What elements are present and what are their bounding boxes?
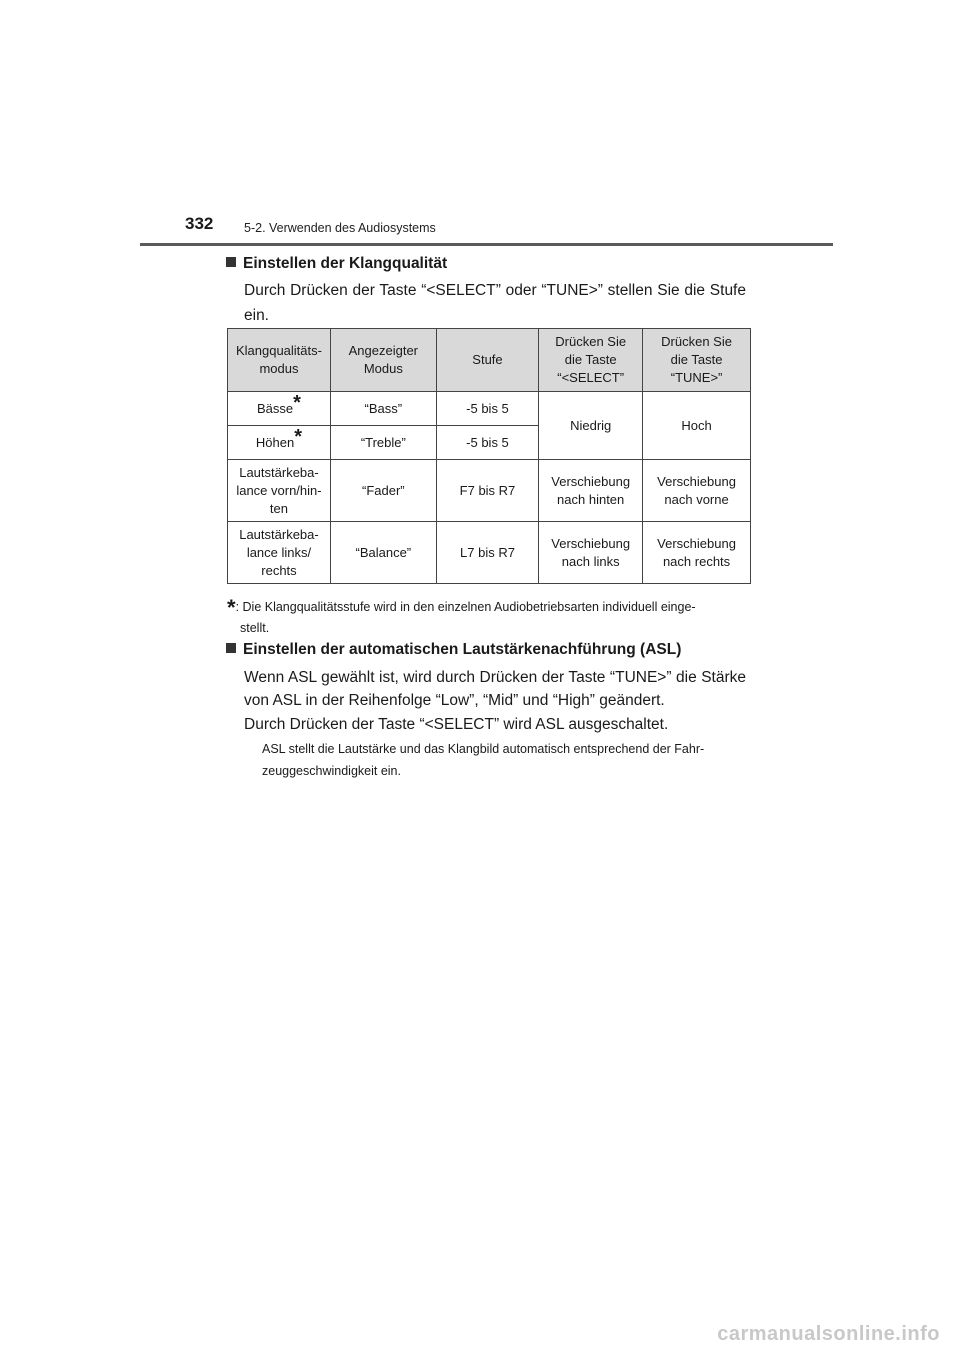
- page-number: 332: [185, 214, 214, 233]
- intro-line-1: Durch Drücken der Taste “<SELECT” oder “TUNE>” stellen Sie die Stufe: [244, 282, 746, 299]
- table-cell-level: -5 bis 5: [436, 426, 539, 460]
- table-cell-select: Verschiebung nach links: [539, 522, 643, 584]
- table-row: [228, 392, 751, 426]
- asl-para-line-2: von ASL in der Reihenfolge “Low”, “Mid” und “High” geändert.: [244, 692, 665, 709]
- table-cell-display: “Treble”: [330, 426, 436, 460]
- section-heading-sound-quality: [226, 255, 447, 273]
- asterisk-mark: *: [293, 391, 301, 414]
- intro-line-2: ein.: [244, 307, 269, 324]
- table-cell-display: “Fader”: [330, 460, 436, 522]
- table-cell-mode: Bässe*: [228, 392, 331, 426]
- column-header: Klangqualitäts- modus: [228, 329, 331, 392]
- column-header: Drücken Sie die Taste “TUNE>”: [643, 329, 751, 392]
- table-cell-level: F7 bis R7: [436, 460, 539, 522]
- footnote-line-2: stellt.: [240, 621, 270, 635]
- header-rule: [140, 243, 833, 246]
- footnote: [227, 597, 748, 638]
- table-header-row: [228, 329, 751, 392]
- section-header: 5-2. Verwenden des Audiosystems: [244, 221, 436, 235]
- table-row: [228, 460, 751, 522]
- table-cell-level: L7 bis R7: [436, 522, 539, 584]
- heading-text: Einstellen der automatischen Lautstärkenachführung (ASL): [243, 641, 682, 658]
- section-heading-asl: [226, 641, 681, 659]
- table-cell-display: “Bass”: [330, 392, 436, 426]
- table-cell-tune-merged: Hoch: [643, 392, 751, 460]
- asl-para-line-1: Wenn ASL gewählt ist, wird durch Drücken der Taste “TUNE>” die Stärke: [244, 669, 746, 686]
- watermark: carmanualsonline.info: [717, 1323, 940, 1345]
- table-cell-display: “Balance”: [330, 522, 436, 584]
- table-row: [228, 522, 751, 584]
- heading-text: Einstellen der Klangqualität: [243, 255, 448, 272]
- column-header: Drücken Sie die Taste “<SELECT”: [539, 329, 643, 392]
- table-cell-tune: Verschiebung nach rechts: [643, 522, 751, 584]
- table-cell-level: -5 bis 5: [436, 392, 539, 426]
- table-cell-mode: Lautstärkeba- lance links/ rechts: [228, 522, 331, 584]
- table-cell-tune: Verschiebung nach vorne: [643, 460, 751, 522]
- square-bullet-icon: [226, 643, 236, 653]
- asterisk-mark: *: [294, 425, 303, 448]
- asl-note-line-1: ASL stellt die Lautstärke und das Klangbild automatisch entsprechend der Fahr-: [262, 742, 705, 756]
- table-cell-select-merged: Niedrig: [539, 392, 643, 460]
- table-cell-mode: Lautstärkeba- lance vorn/hin- ten: [228, 460, 331, 522]
- square-bullet-icon: [226, 257, 236, 267]
- column-header: Stufe: [436, 329, 539, 392]
- table-cell-select: Verschiebung nach hinten: [539, 460, 643, 522]
- asl-para-2: Durch Drücken der Taste “<SELECT” wird ASL ausgeschaltet.: [244, 716, 669, 733]
- asl-note-line-2: zeuggeschwindigkeit ein.: [262, 764, 401, 778]
- sound-quality-table: [227, 328, 751, 584]
- column-header: Angezeigter Modus: [330, 329, 436, 392]
- footnote-line-1: : Die Klangqualitätsstufe wird in den einzelnen Audiobetriebsarten individuell einge-: [235, 600, 696, 614]
- footnote-asterisk: *: [227, 595, 236, 620]
- table-cell-mode: Höhen*: [228, 426, 331, 460]
